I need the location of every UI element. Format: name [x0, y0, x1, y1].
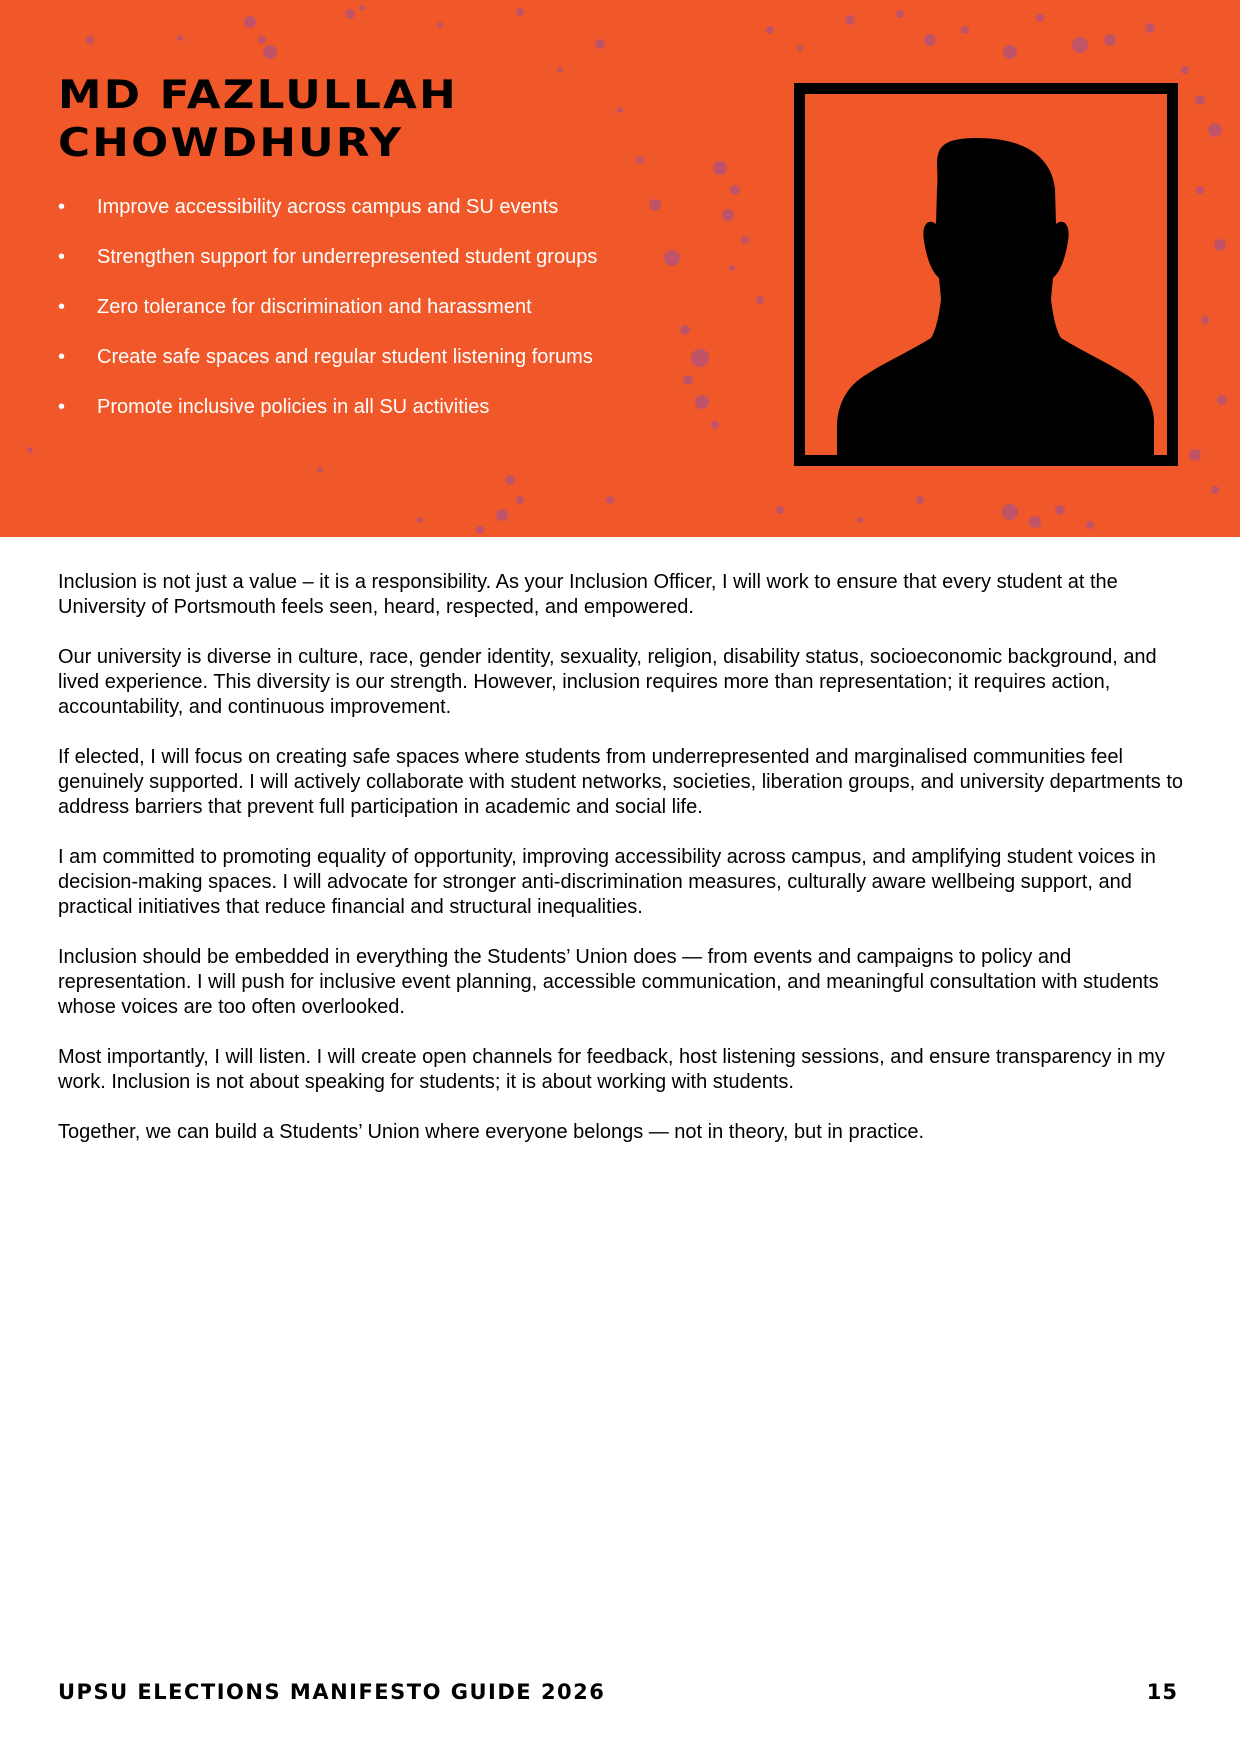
header-banner [0, 0, 1240, 537]
pledge-list [58, 195, 597, 445]
pledge-text: Zero tolerance for discrimination and harassment [97, 296, 532, 318]
bullet-icon: • [58, 296, 66, 318]
list-item [58, 245, 597, 295]
pledge-text: Improve accessibility across campus and SU events [97, 196, 559, 218]
list-item [58, 195, 597, 245]
manifesto-paragraph: Our university is diverse in culture, race, gender identity, sexuality, religion, disability status, socioeconomic background, and lived experience. This diversity is our strength. However, inclusion requires more than representation; it requires action, accountability, and continuous improvement. [58, 646, 1157, 718]
bullet-icon: • [58, 246, 66, 268]
list-item [58, 345, 597, 395]
page-number: 15 [1146, 1680, 1178, 1704]
candidate-name-line-2: CHOWDHURY [58, 121, 404, 166]
manifesto-paragraph: Most importantly, I will listen. I will create open channels for feedback, host listening sessions, and ensure transparency in my work. Inclusion is not about speaking for students; it is about working with students. [58, 1046, 1165, 1093]
pledge-text: Promote inclusive policies in all SU activities [97, 396, 490, 418]
candidate-name [58, 72, 458, 168]
pledge-text: Create safe spaces and regular student listening forums [97, 346, 593, 368]
list-item [58, 295, 597, 345]
manifesto-paragraph: I am committed to promoting equality of opportunity, improving accessibility across campus, and amplifying student voices in decision-making spaces. I will advocate for stronger anti-discrimination measures, culturally aware wellbeing support, and practical initiatives that reduce financial and structural inequalities. [58, 846, 1156, 918]
footer-title: UPSU ELECTIONS MANIFESTO GUIDE 2026 [58, 1680, 606, 1704]
pledge-text: Strengthen support for underrepresented student groups [97, 246, 598, 268]
manifesto-body [58, 570, 1188, 1170]
bullet-icon: • [58, 346, 66, 368]
bullet-icon: • [58, 196, 66, 218]
manifesto-paragraph: Inclusion is not just a value – it is a responsibility. As your Inclusion Officer, I will work to ensure that every student at the University of Portsmouth feels seen, heard, respected, and empowered. [58, 571, 1118, 618]
manifesto-paragraph: Together, we can build a Students’ Union where everyone belongs — not in theory, but in practice. [58, 1121, 925, 1143]
candidate-name-line-1: MD FAZLULLAH [58, 73, 458, 118]
bullet-icon: • [58, 396, 66, 418]
candidate-photo-frame [794, 83, 1178, 466]
manifesto-paragraph: If elected, I will focus on creating safe spaces where students from underrepresented and marginalised communities feel genuinely supported. I will actively collaborate with student networks, societies, liberation groups, and university departments to address barriers that prevent full participation in academic and social life. [58, 746, 1184, 818]
manifesto-paragraph: Inclusion should be embedded in everything the Students’ Union does — from events and campaigns to policy and representation. I will push for inclusive event planning, accessible communication, and meaningful consultation with students whose voices are too often overlooked. [58, 946, 1159, 1018]
list-item [58, 395, 597, 445]
person-silhouette-icon [805, 94, 1167, 455]
